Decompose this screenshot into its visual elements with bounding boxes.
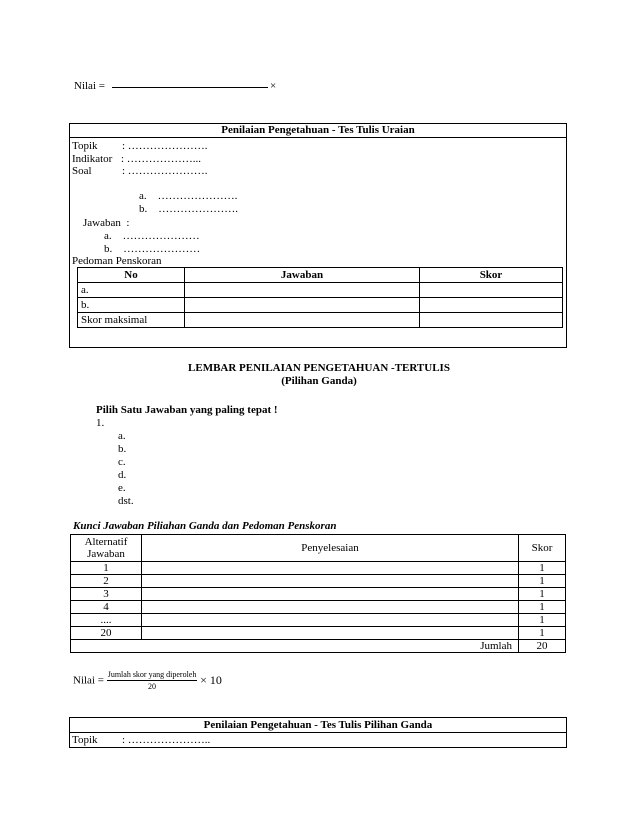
col-skor: Skor: [420, 268, 563, 283]
alt-cell: 1: [71, 562, 142, 575]
col-alternatif: [71, 535, 142, 562]
alt-cell: 3: [71, 588, 142, 601]
table-header-row: [71, 535, 566, 562]
table-cell: [185, 298, 420, 313]
instruction: Pilih Satu Jawaban yang paling tepat !: [96, 404, 278, 416]
table-cell: [420, 313, 563, 328]
table-row: [71, 627, 566, 640]
table-cell: [142, 562, 519, 575]
indikator-label: Indikator: [72, 153, 113, 165]
pg-topik-label: Topik: [72, 734, 98, 746]
table-row: [78, 298, 563, 313]
topik-value: : ………………….: [122, 140, 208, 152]
alt-cell: 2: [71, 575, 142, 588]
option-item: dst.: [118, 495, 134, 507]
skor-cell: 1: [519, 562, 566, 575]
table-cell: [420, 298, 563, 313]
soal-value: : ………………….: [122, 165, 208, 177]
table-cell: [142, 575, 519, 588]
jawaban-item: a. …………………: [104, 230, 200, 242]
pg-topik-value: : …………………..: [122, 734, 211, 746]
indikator-value: : ………………...: [121, 153, 202, 165]
kunci-table: [70, 534, 566, 653]
pedoman-table: [77, 267, 563, 328]
formula-2-prefix: Nilai =: [73, 674, 104, 687]
lembar-subtitle: (Pilihan Ganda): [281, 375, 357, 387]
skor-cell: 1: [519, 601, 566, 614]
col-skor: Skor: [519, 535, 566, 562]
skor-cell: 1: [519, 588, 566, 601]
kunci-heading: Kunci Jawaban Piliahan Ganda dan Pedoman Penskoran: [73, 520, 337, 532]
table-row: [78, 283, 563, 298]
table-row: [78, 313, 563, 328]
fraction-numerator: Jumlah skor yang diperoleh: [107, 670, 197, 679]
alt-cell: 20: [71, 627, 142, 640]
jawaban-item: b. …………………: [104, 243, 201, 255]
table-row: [71, 588, 566, 601]
col-penyelesaian: Penyelesaian: [142, 535, 519, 562]
alt-header-line: Alternatif: [84, 536, 128, 548]
formula-1-prefix: Nilai =: [74, 80, 105, 92]
row-label: a.: [78, 283, 185, 298]
question-number: 1.: [96, 417, 105, 429]
skor-cell: 1: [519, 575, 566, 588]
alt-cell: ....: [71, 614, 142, 627]
pedoman-label: Pedoman Penskoran: [72, 255, 162, 267]
total-label: Jumlah: [71, 640, 519, 653]
col-jawaban: Jawaban: [185, 268, 420, 283]
soal-item: a. ………………….: [139, 190, 238, 202]
alt-header-line: Jawaban: [87, 548, 125, 560]
option-item: d.: [118, 469, 127, 481]
option-item: c.: [118, 456, 126, 468]
lembar-title: LEMBAR PENILAIAN PENGETAHUAN -TERTULIS: [188, 362, 450, 374]
table-row: [71, 614, 566, 627]
fraction-denominator: 20: [148, 682, 157, 691]
pg-box: [69, 717, 567, 748]
total-row: [71, 640, 566, 653]
table-cell: [185, 313, 420, 328]
col-no: No: [78, 268, 185, 283]
skor-cell: 1: [519, 614, 566, 627]
soal-item: b. ………………….: [139, 203, 238, 215]
formula-2-suffix: × 10: [200, 673, 222, 687]
soal-label: Soal: [72, 165, 92, 177]
formula-2: [73, 670, 222, 691]
row-label: Skor maksimal: [78, 313, 185, 328]
option-item: e.: [118, 482, 126, 494]
table-row: [71, 601, 566, 614]
alt-cell: 4: [71, 601, 142, 614]
option-list: [118, 430, 134, 508]
table-row: [71, 562, 566, 575]
option-item: b.: [118, 443, 127, 455]
option-item: a.: [118, 430, 126, 442]
table-cell: [142, 627, 519, 640]
table-cell: [142, 601, 519, 614]
total-value: 20: [519, 640, 566, 653]
table-cell: [142, 614, 519, 627]
table-cell: [420, 283, 563, 298]
uraian-box: [69, 123, 567, 348]
fraction-bar: [112, 87, 268, 88]
table-row: [71, 575, 566, 588]
topik-label: Topik: [72, 140, 98, 152]
table-cell: [142, 588, 519, 601]
formula-1-suffix: ×: [270, 80, 277, 92]
jawaban-label: Jawaban :: [83, 217, 130, 229]
uraian-title: Penilaian Pengetahuan - Tes Tulis Uraian: [70, 124, 566, 138]
skor-cell: 1: [519, 627, 566, 640]
table-header-row: [78, 268, 563, 283]
table-cell: [185, 283, 420, 298]
formula-2-fraction: [107, 670, 198, 691]
pg-title: Penilaian Pengetahuan - Tes Tulis Pilihan Ganda: [70, 718, 566, 733]
row-label: b.: [78, 298, 185, 313]
